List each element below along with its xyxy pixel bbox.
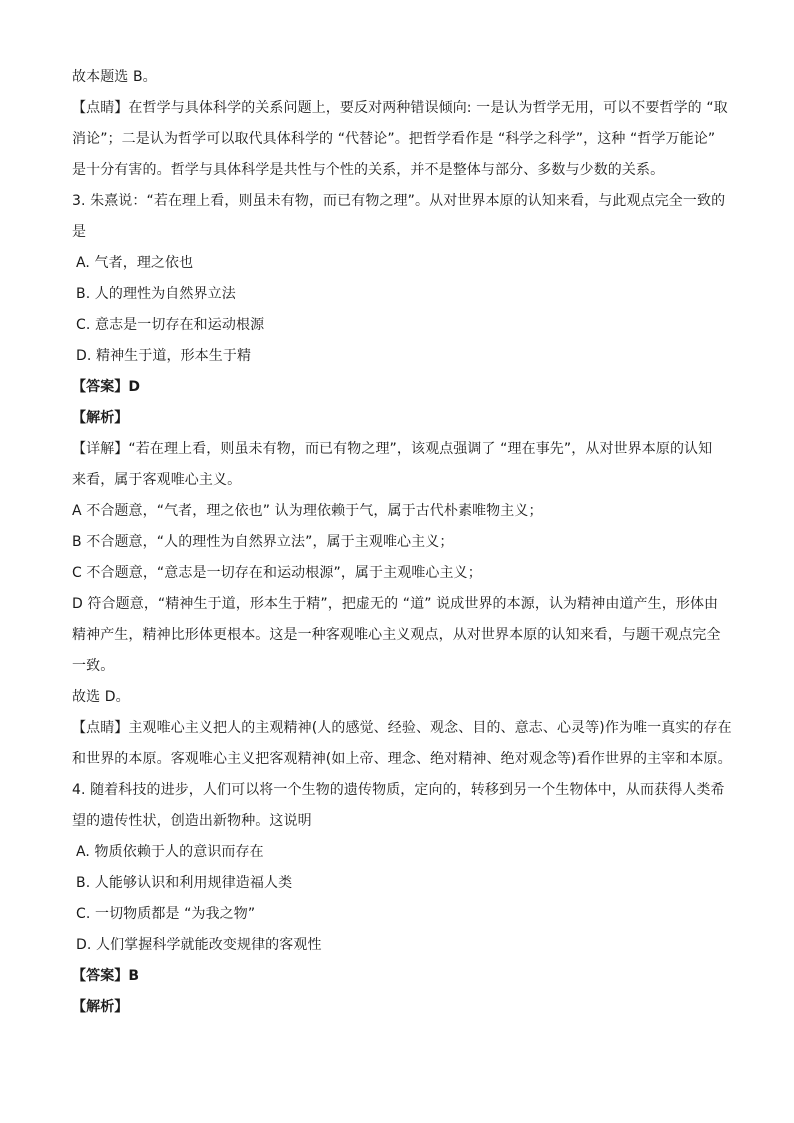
note-q2-line-2: 消论”；二是认为哲学可以取代具体科学的 “代替论”。把哲学看作是 “科学之科学”，这种 “哲学万能论” — [72, 131, 716, 147]
question-4-answer: 【答案】B — [72, 968, 140, 984]
question-3-explain-a: A 不合题意，“气者，理之依也” 认为理依赖于气，属于古代朴素唯物主义； — [72, 503, 543, 519]
question-3-explain-d-line-1: D 符合题意，“精神生于道，形本生于精”，把虚无的 “道” 说成世界的本源，认为精神由道产生，形体由 — [72, 596, 719, 612]
question-3-answer: 【答案】D — [72, 379, 141, 395]
question-4-option-d: D. 人们掌握科学就能改变规律的客观性 — [76, 937, 322, 953]
note-q2-line-3: 是十分有害的。哲学与具体科学是共性与个性的关系，并不是整体与部分、多数与少数的关系。 — [72, 162, 665, 178]
note-q2-line-1: 【点睛】在哲学与具体科学的关系问题上，要反对两种错误倾向: 一是认为哲学无用，可以不要哲学的 “取 — [72, 100, 728, 116]
question-3-explain-c: C 不合题意，“意志是一切存在和运动根源”，属于主观唯心主义； — [72, 565, 482, 581]
question-3-detail-line-1: 【详解】“若在理上看，则虽未有物，而已有物之理”，该观点强调了 “理在事先”，从对世界本原的认知 — [72, 441, 713, 457]
question-3-conclusion: 故选 D。 — [72, 689, 130, 705]
question-4-analysis-heading: 【解析】 — [72, 999, 129, 1015]
question-3-note-line-2: 和世界的本原。客观唯心主义把客观精神(如上帝、理念、绝对精神、绝对观念等)看作世界的主宰和本原。 — [72, 751, 732, 767]
question-3-detail-line-2: 来看，属于客观唯心主义。 — [72, 472, 242, 488]
question-3-option-d: D. 精神生于道，形本生于精 — [76, 348, 252, 364]
question-3-option-a: A. 气者，理之依也 — [76, 255, 194, 271]
question-4-option-b: B. 人能够认识和利用规律造福人类 — [76, 875, 293, 891]
question-3-stem-line-2: 是 — [72, 224, 87, 240]
question-4-stem-line-1: 4. 随着科技的进步，人们可以将一个生物的遗传物质，定向的，转移到另一个生物体中，从而获得人类希 — [72, 782, 725, 798]
question-3-stem-line-1: 3. 朱熹说：“若在理上看，则虽未有物，而已有物之理”。从对世界本原的认知来看，与此观点完全一致的 — [72, 193, 726, 209]
question-3-explain-b: B 不合题意，“人的理性为自然界立法”，属于主观唯心主义； — [72, 534, 454, 550]
question-4-option-c: C. 一切物质都是 “为我之物” — [76, 906, 256, 922]
question-3-explain-d-line-3: 一致。 — [72, 658, 115, 674]
question-3-option-c: C. 意志是一切存在和运动根源 — [76, 317, 265, 333]
question-4-stem-line-2: 望的遗传性状，创造出新物种。这说明 — [72, 813, 312, 829]
question-4-option-a: A. 物质依赖于人的意识而存在 — [76, 844, 264, 860]
question-3-note-line-1: 【点睛】主观唯心主义把人的主观精神(人的感觉、经验、观念、目的、意志、心灵等)作为唯一真实的存在 — [72, 720, 732, 736]
document-page — [72, 62, 732, 1023]
question-3-option-b: B. 人的理性为自然界立法 — [76, 286, 236, 302]
question-3-explain-d-line-2: 精神产生，精神比形体更根本。这是一种客观唯心主义观点，从对世界本原的认知来看，与题干观点完全 — [72, 627, 721, 643]
conclusion-q2: 故本题选 B。 — [72, 69, 157, 85]
question-3-analysis-heading: 【解析】 — [72, 410, 129, 426]
